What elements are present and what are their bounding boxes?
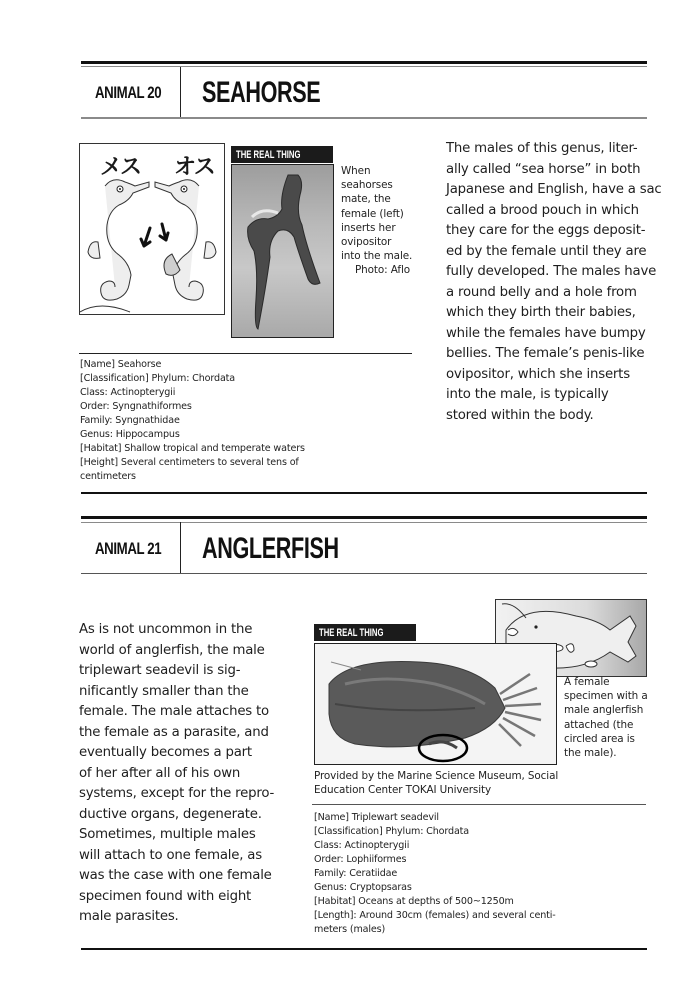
- photo-credit: Photo: Aflo: [355, 264, 410, 277]
- seahorse-photo-subject-icon: [232, 165, 333, 337]
- info-length-cont: meters (males): [314, 924, 386, 935]
- info-family: Family: Ceratiidae: [314, 868, 398, 879]
- info-name: [Name] Seahorse: [80, 359, 162, 370]
- info-class: Class: Actinopterygii: [314, 840, 410, 851]
- real-thing-tag: THE REAL THING: [231, 146, 333, 163]
- info-height: [Height] Several centimeters to several tens of: [80, 457, 299, 468]
- info-divider: [79, 353, 412, 354]
- header-bottom-rule: [81, 573, 647, 574]
- anglerfish-info-box: [314, 811, 556, 937]
- animal-title: ANGLERFISH: [202, 532, 339, 565]
- info-height-cont: centimeters: [80, 471, 136, 482]
- info-classification: [Classification] Phylum: Chordata: [80, 373, 236, 384]
- section-end-rule: [81, 948, 647, 950]
- header-bottom-rule: [81, 117, 647, 119]
- header-separator: [180, 522, 181, 573]
- seahorse-photo-caption: When seahorses mate, the female (left) inserts her ovipositor into the male. Photo: Aflo: [341, 165, 413, 277]
- info-family: Family: Syngnathidae: [80, 415, 180, 426]
- info-class: Class: Actinopterygii: [80, 387, 176, 398]
- info-genus: Genus: Cryptopsaras: [314, 882, 412, 893]
- seahorse-info-box: [80, 358, 305, 484]
- anglerfish-body-text: As is not uncommon in the world of anglerfish, the male triplewart seadevil is sig- nificantly smaller than the female. The male attaches to the female as a parasite, and eventually becomes a part of her after all of his own systems, except for the repro- ductive organs, degenerate. Sometimes, multiple males will attach to one female, as was the case with one female specimen found with eight male parasites.: [79, 622, 275, 924]
- info-habitat: [Habitat] Shallow tropical and temperate waters: [80, 443, 305, 454]
- seahorse-photo: [231, 164, 334, 338]
- anglerfish-photo: [314, 643, 557, 765]
- info-classification: [Classification] Phylum: Chordata: [314, 826, 470, 837]
- seahorse-body-text: The males of this genus, liter- ally called “sea horse” in both Japanese and English, have a sac called a brood pouch in which they care for the eggs deposit- ed by the female until they are fully developed. The males have a round belly and a hole from which they birth their babies, while the females have bumpy bellies. The female’s penis-like ovipositor, which she inserts into the male, is typically stored within the body.: [446, 141, 662, 423]
- male-label: オス: [174, 155, 214, 180]
- animal-number-label: ANIMAL 21: [95, 539, 162, 558]
- header-top-rule: [81, 516, 647, 519]
- header-top-rule-thin: [81, 66, 647, 67]
- real-thing-tag: THE REAL THING: [314, 624, 416, 641]
- info-order: Order: Lophiiformes: [314, 854, 407, 865]
- section-end-rule: [81, 492, 647, 494]
- seahorse-illustration: [79, 143, 225, 315]
- info-name: [Name] Triplewart seadevil: [314, 812, 439, 823]
- anglerfish-illus-caption: A female specimen with a male anglerfish attached (the circled area is the male).: [564, 676, 648, 760]
- seahorse-drawing-icon: [80, 144, 224, 314]
- anglerfish-photo-credit: Provided by the Marine Science Museum, Social Education Center TOKAI University: [314, 770, 559, 797]
- header-top-rule-thin: [81, 522, 647, 523]
- info-order: Order: Syngnathiformes: [80, 401, 192, 412]
- info-length: [Length]: Around 30cm (females) and several centi-: [314, 910, 556, 921]
- animal-number-label: ANIMAL 20: [95, 83, 162, 102]
- animal-title: SEAHORSE: [202, 76, 321, 109]
- female-label: メス: [100, 155, 141, 180]
- header-separator: [180, 67, 181, 118]
- info-divider: [312, 804, 646, 805]
- anglerfish-photo-subject-icon: [315, 644, 556, 764]
- header-top-rule: [81, 61, 647, 64]
- info-genus: Genus: Hippocampus: [80, 429, 180, 440]
- info-habitat: [Habitat] Oceans at depths of 500~1250m: [314, 896, 514, 907]
